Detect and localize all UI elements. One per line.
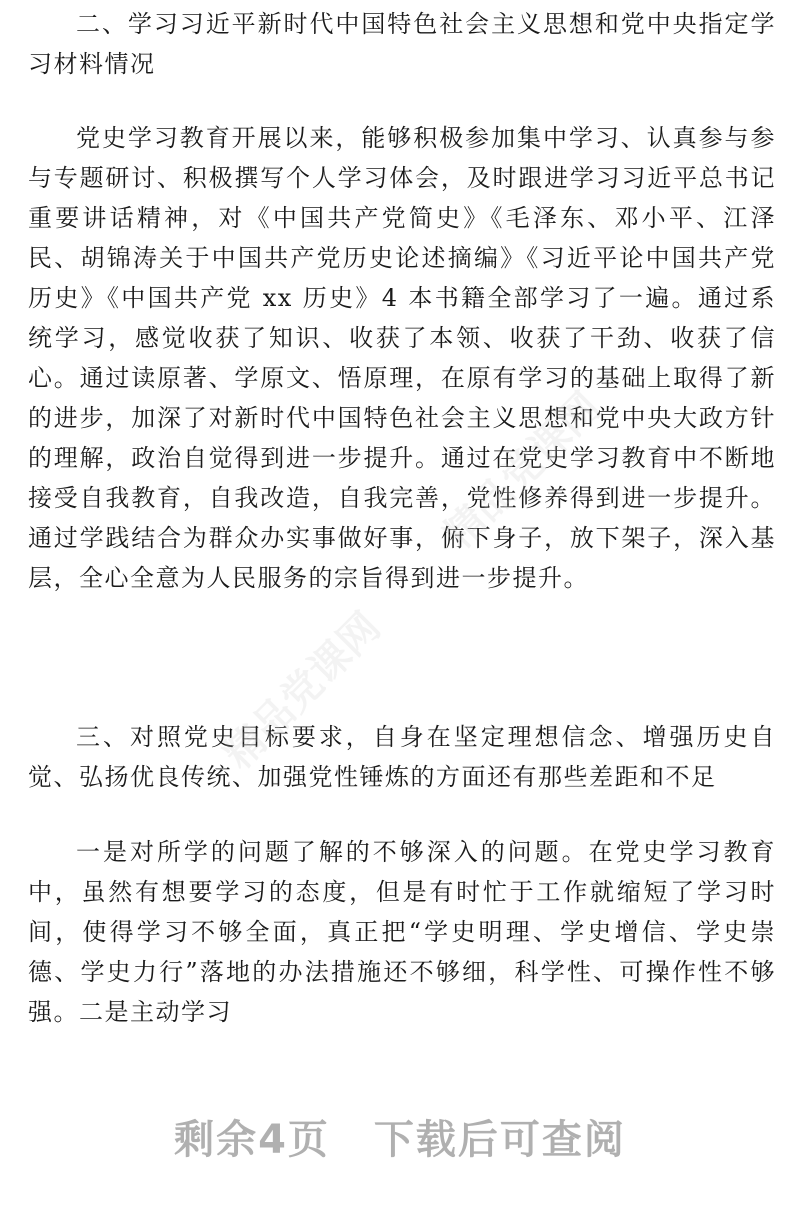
section-heading-2: 二、学习习近平新时代中国特色社会主义思想和党中央指定学习材料情况 (28, 10, 776, 78)
download-prompt[interactable] (0, 1108, 800, 1165)
section-heading-3: 三、对照党史目标要求，自身在坚定理想信念、增强历史自觉、弘扬优良传统、加强党性锤炼的方面还有那些差距和不足 (28, 723, 776, 791)
body-paragraph: 一是对所学的问题了解的不够深入的问题。在党史学习教育中，虽然有想要学习的态度，但是有时忙于工作就缩短了学习时间，使得学习不够全面，真正把“学史明理、学史增信、学史崇德、学史力行”落地的办法措施还不够细，科学性、可操作性不够强。二是主动学习 (28, 838, 776, 1026)
download-to-view-label: 下载后可查阅 (373, 1117, 626, 1163)
watermark: 精品党课网 (215, 604, 390, 778)
remaining-pages-label: 剩余4页 (174, 1117, 330, 1163)
watermark: 精品党课网 (435, 384, 610, 558)
body-paragraph: 党史学习教育开展以来，能够积极参加集中学习、认真参与参与专题研讨、积极撰写个人学习体会，及时跟进学习习近平总书记重要讲话精神，对《中国共产党简史》《毛泽东、邓小平、江泽民、胡锦涛关于中国共产党历史论述摘编》《习近平论中国共产党历史》《中国共产党 xx 历史》4 本书籍全部学习了一遍。通过系统学习，感觉收获了知识、收获了本领、收获了干劲、收获了信心。通过读原著、学原文、悟原理，在原有学习的基础上取得了新的进步，加深了对新时代中国特色社会主义思想和党中央大政方针的理解，政治自觉得到进一步提升。通过在党史学习教育中不断地接受自我教育，自我改造，自我完善，党性修养得到进一步提升。通过学践结合为群众办实事做好事，俯下身子，放下架子，深入基层，全心全意为人民服务的宗旨得到进一步提升。 (28, 124, 776, 592)
